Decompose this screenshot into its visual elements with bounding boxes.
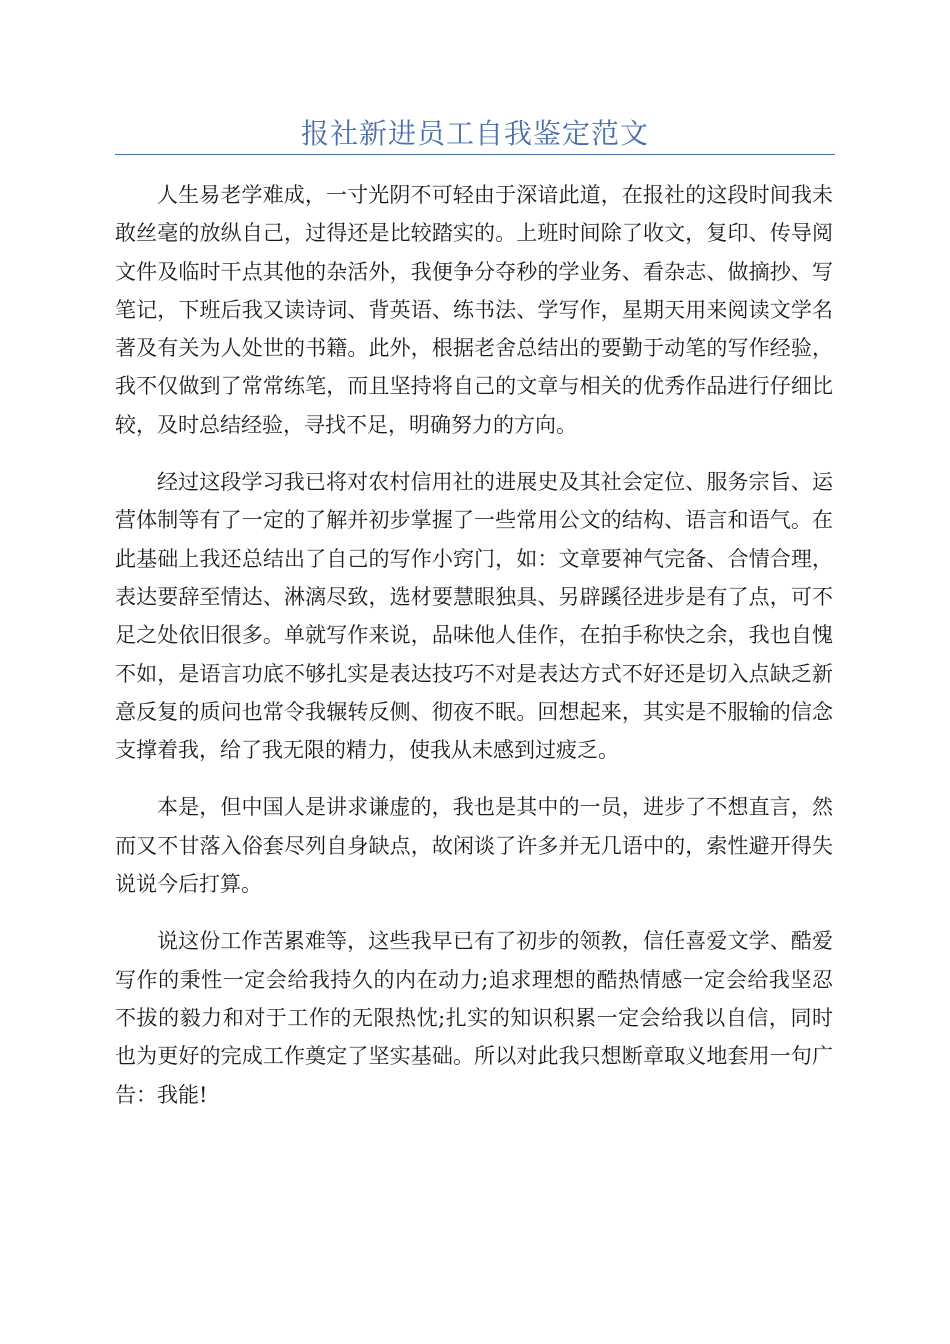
- paragraph-3: 本是，但中国人是讲求谦虚的，我也是其中的一员，进步了不想直言，然而又不甘落入俗套尽列自身缺点，故闲谈了许多并无几语中的，索性避开得失说说今后打算。: [115, 795, 833, 897]
- paragraph-1: 人生易老学难成，一寸光阴不可轻由于深谙此道，在报社的这段时间我未敢丝毫的放纵自己，过得还是比较踏实的。上班时间除了收文，复印、传导阅文件及临时干点其他的杂活外，我便争分夺秒的学业务、看杂志、做摘抄、写笔记，下班后我又读诗词、背英语、练书法、学写作，星期天用来阅读文学名著及有关为人处世的书籍。此外，根据老舍总结出的要勤于动笔的写作经验，我不仅做到了常常练笔，而且坚持将自己的文章与相关的优秀作品进行仔细比较，及时总结经验，寻找不足，明确努力的方向。: [115, 183, 833, 437]
- title-underline: [115, 154, 835, 155]
- document-title: 报社新进员工自我鉴定范文: [300, 117, 649, 150]
- paragraph-4: 说这份工作苦累难等，这些我早已有了初步的领教，信任喜爱文学、酷爱写作的秉性一定会给我持久的内在动力;追求理想的酷热情感一定会给我坚忍不拔的毅力和对于工作的无限热忱;扎实的知识积累一定会给我以自信，同时也为更好的完成工作奠定了坚实基础。所以对此我只想断章取义地套用一句广告：我能!: [115, 929, 833, 1107]
- paragraph-2: 经过这段学习我已将对农村信用社的进展史及其社会定位、服务宗旨、运营体制等有了一定的了解并初步掌握了一些常用公文的结构、语言和语气。在此基础上我还总结出了自己的写作小窍门，如：文章要神气完备、合情合理，表达要辞至情达、淋漓尽致，选材要慧眼独具、另辟蹊径进步是有了点，可不足之处依旧很多。单就写作来说，品味他人佳作，在拍手称快之余，我也自愧不如，是语言功底不够扎实是表达技巧不对是表达方式不好还是切入点缺乏新意反复的质问也常令我辗转反侧、彻夜不眠。回想起来，其实是不服输的信念支撑着我，给了我无限的精力，使我从未感到过疲乏。: [115, 470, 833, 763]
- document-body: [115, 176, 833, 1133]
